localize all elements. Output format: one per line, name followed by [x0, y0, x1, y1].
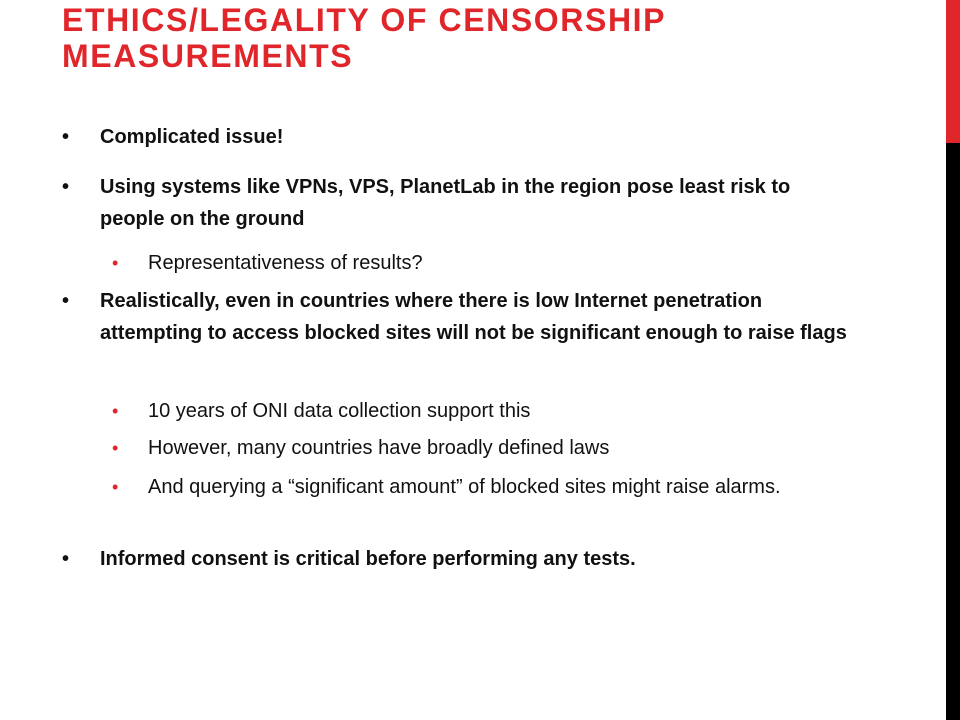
list-item — [62, 121, 852, 153]
list-item — [112, 472, 852, 503]
list-item-text: And querying a “significant amount” of blocked sites might raise alarms. — [148, 476, 781, 498]
list-item-text: Realistically, even in countries where there is low Internet penetration attempting to access blocked sites will not be significant enough to raise flags — [100, 290, 847, 344]
list-item-text: Representativeness of results? — [148, 252, 423, 274]
list-item — [62, 543, 852, 575]
bullet-icon: • — [62, 548, 70, 570]
list-item — [62, 171, 852, 235]
bullet-icon: • — [112, 477, 119, 497]
bullet-icon: • — [112, 253, 119, 273]
edge-bar — [946, 143, 960, 720]
bullet-icon: • — [112, 438, 119, 458]
list-item-text: Complicated issue! — [100, 126, 284, 148]
list-item-text: Informed consent is critical before performing any tests. — [100, 548, 636, 570]
bullet-icon: • — [62, 290, 70, 312]
slide-title: ETHICS/LEGALITY OF CENSORSHIP MEASUREMENTS — [62, 2, 666, 74]
list-item — [112, 396, 852, 427]
list-item — [62, 285, 852, 349]
bullet-icon: • — [62, 126, 70, 148]
list-item-text: Using systems like VPNs, VPS, PlanetLab in the region pose least risk to people on the ground — [100, 176, 791, 230]
bullet-icon: • — [62, 176, 70, 198]
list-item-text: However, many countries have broadly defined laws — [148, 437, 610, 459]
list-item — [112, 433, 852, 464]
bullet-icon: • — [112, 401, 119, 421]
accent-bar — [946, 0, 960, 143]
list-item — [112, 248, 852, 279]
list-item-text: 10 years of ONI data collection support this — [148, 400, 531, 422]
